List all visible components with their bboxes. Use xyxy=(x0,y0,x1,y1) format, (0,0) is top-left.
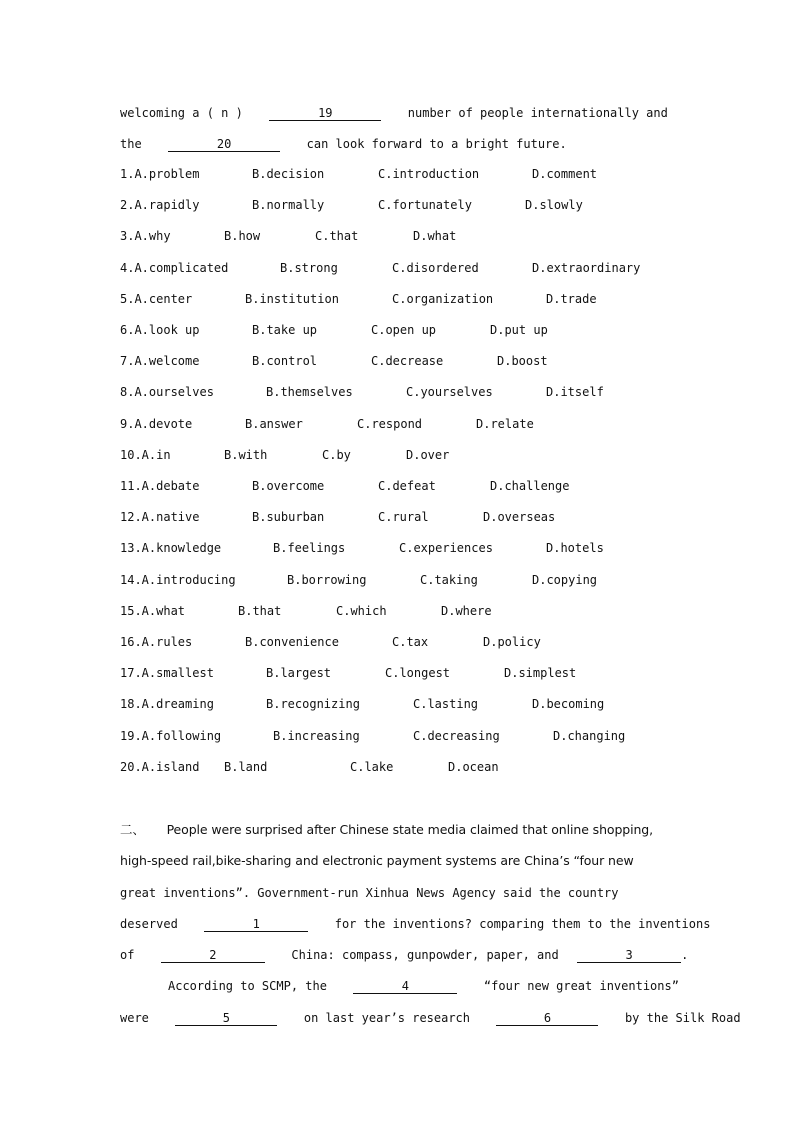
paragraph-text: People were surprised after Chinese state media claimed that online shopping, xyxy=(166,822,654,837)
paragraph-text: for the inventions? comparing them to the inventions xyxy=(334,917,711,931)
option-d[interactable]: D.ocean xyxy=(448,759,499,774)
option-c[interactable]: C.organization xyxy=(392,291,494,306)
option-b[interactable]: B.take up xyxy=(252,323,318,337)
question-row xyxy=(0,604,794,620)
option-a[interactable]: 12.A.native xyxy=(120,510,200,525)
option-d[interactable]: D.itself xyxy=(546,385,604,400)
paragraph-text: China: compass, gunpowder, paper, and xyxy=(291,948,559,962)
option-d[interactable]: D.relate xyxy=(476,416,534,431)
option-c[interactable]: C.which xyxy=(336,603,387,618)
option-c[interactable]: C.disordered xyxy=(392,260,479,275)
option-b[interactable]: B.answer xyxy=(245,416,303,431)
option-b[interactable]: B.strong xyxy=(280,260,338,275)
section2-line-5 xyxy=(120,947,688,963)
option-d[interactable]: D.slowly xyxy=(525,198,583,213)
option-a[interactable]: 6.A.look up xyxy=(120,323,200,337)
question-row xyxy=(0,229,794,245)
question-row xyxy=(0,573,794,589)
blank-20[interactable]: 20 xyxy=(168,137,280,152)
question-row xyxy=(0,448,794,464)
option-c[interactable]: C.introduction xyxy=(378,167,480,181)
question-row xyxy=(0,385,794,401)
option-c[interactable]: C.defeat xyxy=(378,479,436,493)
option-a[interactable]: 2.A.rapidly xyxy=(120,198,200,213)
line-text: can look forward to a bright future. xyxy=(306,137,567,151)
option-c[interactable]: C.experiences xyxy=(399,541,493,556)
option-b[interactable]: B.feelings xyxy=(273,541,346,556)
section2-line-2 xyxy=(120,853,634,869)
option-c[interactable]: C.taking xyxy=(420,572,478,587)
option-b[interactable]: B.borrowing xyxy=(287,572,367,587)
option-b[interactable]: B.overcome xyxy=(252,479,325,493)
paragraph-text: on last year’s research xyxy=(303,1011,471,1025)
paragraph-text: great inventions”. Government-run Xinhua News Agency said the country xyxy=(120,886,619,900)
blank-1[interactable]: 1 xyxy=(204,917,308,932)
option-c[interactable]: C.rural xyxy=(378,510,429,525)
paragraph-text: were xyxy=(120,1011,149,1025)
option-b[interactable]: B.normally xyxy=(252,198,325,213)
option-b[interactable]: B.with xyxy=(224,447,268,462)
option-b[interactable]: B.increasing xyxy=(273,728,360,743)
option-d[interactable]: D.put up xyxy=(490,323,548,337)
question-row xyxy=(0,510,794,526)
paragraph-text: of xyxy=(120,948,135,962)
blank-3[interactable]: 3 xyxy=(577,948,681,963)
blank-4[interactable]: 4 xyxy=(353,979,457,994)
option-d[interactable]: D.where xyxy=(441,603,492,618)
line-text: number of people internationally and xyxy=(407,106,668,120)
option-b[interactable]: B.themselves xyxy=(266,385,353,400)
option-d[interactable]: D.copying xyxy=(532,572,598,587)
option-b[interactable]: B.how xyxy=(224,229,261,244)
option-d[interactable]: D.simplest xyxy=(504,666,577,681)
option-c[interactable]: C.lasting xyxy=(413,697,479,712)
option-a[interactable]: 1.A.problem xyxy=(120,167,200,181)
option-c[interactable]: C.respond xyxy=(357,416,423,431)
option-a[interactable]: 15.A.what xyxy=(120,603,186,618)
paragraph-text: According to SCMP, the xyxy=(168,979,327,993)
blank-5[interactable]: 5 xyxy=(175,1011,277,1026)
option-d[interactable]: D.policy xyxy=(483,635,541,649)
option-c[interactable]: C.tax xyxy=(392,635,429,649)
option-c[interactable]: C.decrease xyxy=(371,354,444,369)
option-c[interactable]: C.by xyxy=(322,447,351,462)
option-b[interactable]: B.that xyxy=(238,603,282,618)
question-row xyxy=(0,760,794,776)
paragraph-text: . xyxy=(681,948,689,962)
option-c[interactable]: C.lake xyxy=(350,759,394,774)
option-d[interactable]: D.becoming xyxy=(532,697,605,712)
section2-line-6 xyxy=(168,978,679,994)
paragraph-text: high-speed rail,bike-sharing and electronic payment systems are China’s “four new xyxy=(120,853,634,868)
option-a[interactable]: 16.A.rules xyxy=(120,635,193,649)
option-b[interactable]: B.suburban xyxy=(252,510,325,525)
option-d[interactable]: D.overseas xyxy=(483,510,556,525)
question-row xyxy=(0,198,794,214)
question-row xyxy=(0,292,794,308)
section-marker: 二、 xyxy=(120,822,145,837)
option-c[interactable]: C.open up xyxy=(371,323,437,337)
option-b[interactable]: B.control xyxy=(252,354,318,369)
option-d[interactable]: D.extraordinary xyxy=(532,260,641,275)
option-b[interactable]: B.recognizing xyxy=(266,697,360,712)
option-a[interactable]: 14.A.introducing xyxy=(120,572,236,587)
option-d[interactable]: D.boost xyxy=(497,354,548,369)
section2-line-1 xyxy=(120,822,653,838)
option-d[interactable]: D.over xyxy=(406,447,450,462)
blank-19[interactable]: 19 xyxy=(269,106,381,121)
option-a[interactable]: 20.A.island xyxy=(120,759,200,774)
section2-line-4 xyxy=(120,916,710,932)
option-a[interactable]: 9.A.devote xyxy=(120,416,193,431)
blank-2[interactable]: 2 xyxy=(161,948,265,963)
blank-6[interactable]: 6 xyxy=(496,1011,598,1026)
paragraph-text: “four new great inventions” xyxy=(483,979,679,993)
question-row xyxy=(0,729,794,745)
text-line-20 xyxy=(120,136,567,152)
question-row xyxy=(0,635,794,651)
option-a[interactable]: 5.A.center xyxy=(120,291,193,306)
question-row xyxy=(0,323,794,339)
option-b[interactable]: B.convenience xyxy=(245,635,339,649)
option-a[interactable]: 10.A.in xyxy=(120,447,171,462)
text-line-19 xyxy=(120,105,668,121)
option-d[interactable]: D.what xyxy=(413,229,457,244)
option-a[interactable]: 11.A.debate xyxy=(120,479,200,493)
option-d[interactable]: D.trade xyxy=(546,291,597,306)
option-c[interactable]: C.that xyxy=(315,229,359,244)
question-row xyxy=(0,354,794,370)
question-row xyxy=(0,541,794,557)
question-row xyxy=(0,167,794,183)
section2-line-3 xyxy=(120,885,619,901)
option-b[interactable]: B.decision xyxy=(252,167,325,181)
line-text: welcoming a ( n ) xyxy=(120,106,243,120)
option-c[interactable]: C.yourselves xyxy=(406,385,493,400)
option-a[interactable]: 17.A.smallest xyxy=(120,666,214,681)
option-a[interactable]: 4.A.complicated xyxy=(120,260,229,275)
question-row xyxy=(0,417,794,433)
option-a[interactable]: 3.A.why xyxy=(120,229,171,244)
question-row xyxy=(0,666,794,682)
option-c[interactable]: C.decreasing xyxy=(413,728,500,743)
paragraph-text: deserved xyxy=(120,917,178,931)
question-row xyxy=(0,697,794,713)
option-d[interactable]: D.changing xyxy=(553,728,626,743)
option-d[interactable]: D.hotels xyxy=(546,541,604,556)
option-a[interactable]: 18.A.dreaming xyxy=(120,697,214,712)
paragraph-text: by the Silk Road xyxy=(624,1011,741,1025)
option-d[interactable]: D.comment xyxy=(532,167,598,181)
option-b[interactable]: B.land xyxy=(224,759,268,774)
option-a[interactable]: 19.A.following xyxy=(120,728,222,743)
option-c[interactable]: C.longest xyxy=(385,666,451,681)
option-b[interactable]: B.institution xyxy=(245,291,339,306)
question-row xyxy=(0,261,794,277)
option-d[interactable]: D.challenge xyxy=(490,479,570,493)
option-a[interactable]: 7.A.welcome xyxy=(120,354,200,369)
option-a[interactable]: 8.A.ourselves xyxy=(120,385,214,400)
line-text: the xyxy=(120,137,142,151)
option-c[interactable]: C.fortunately xyxy=(378,198,472,213)
option-b[interactable]: B.largest xyxy=(266,666,332,681)
section2-line-7 xyxy=(120,1010,741,1026)
question-row xyxy=(0,479,794,495)
option-a[interactable]: 13.A.knowledge xyxy=(120,541,222,556)
